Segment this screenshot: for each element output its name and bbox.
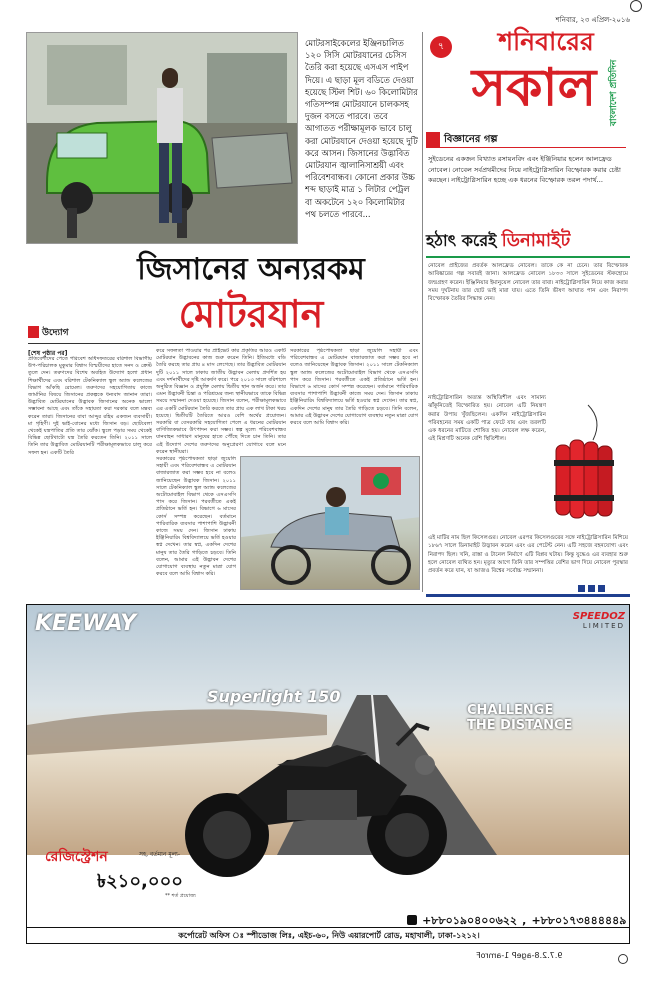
side-story-intro: সুইডেনের একজন বিখ্যাত রসায়নবিদ এবং ইঞ্জিনিয়ার হলেন আলফ্রেড নোবেল। নোবেল সর্বপ্রথমীদের নিয়ে নাইট্রোগ্লিসারিন বিস্ফোরক করার চেষ্টা করছেন। নাইট্রোগ্লিসারিন হচ্ছে এক ধরনের বিস্ফোরক তরল পদার্থ... [428,155,621,185]
dynamite-illustration [548,400,628,530]
page-number: ৭ [437,41,445,52]
ad-brand-keeway: KEEWAY [35,611,137,636]
keeway-advertisement[interactable] [26,604,630,944]
headline-rule [28,343,420,344]
article-photo-car [26,32,298,244]
registration-mark-icon-top [630,0,642,12]
ad-partner-sub: LIMITED [582,622,625,630]
ad-slogan [467,703,607,733]
car-photo-illustration [27,33,298,244]
side-story-headline [426,226,636,260]
ad-slogan-line2: THE DISTANCE [467,718,573,733]
footer-forma: 9.7.2.8-ageP 1-amroF [476,951,563,960]
ad-model-name: Superlight 150 [207,687,341,706]
rider-photo-illustration [241,457,420,590]
ad-price: ৳২১০,০০০ [97,871,184,892]
supplement-name: শনিবারের [498,27,594,56]
ad-partner-name: SPEEDOZ [572,611,625,622]
ad-phone-2[interactable]: +৮৮০১৭৩৪৪৪৪৪৯ [531,914,627,927]
article-section-tag [28,325,86,339]
article-col-2-continued [156,456,236,590]
article-col-2: করে সফলতা পাওয়ার পর প্রাইভেট কার প্রকৃতির আরও একটি মোটরযান উদ্ভাবনের কাজ শুরু করেন তিনি। ইতিমধ্যে বডি তৈরি করছে তার প্রায় ৪ মাস লেগেছে। তার উদ্ভাবিত মোটরযান দুটি ২০১১ সালে ঢাকায় জাতীয় উদ্ভাবন মেলায় প্রদর্শিত হয় এবং দর্শনার্থীদের দৃষ্টি আকর্ষণ করে। পরে ২০১৩ সালে বরিশালে অনুষ্ঠিত বিজ্ঞান ও প্রযুক্তি মেলায় দ্বিতীয় স্থান অর্জন করে। তার এমন উদ্ভাবনী চিন্তা ও পরিশ্রমের জন্য স্থানীয়ভাবে তাকে বিভিন্ন সময়ে সম্মাননা দেওয়া হয়েছে। জিসান বলেন, পরীক্ষামূলকভাবে এর একটি মোটরযান তৈরি করতে তার প্রায় এক লাখ টাকা খরচ হয়েছে। দ্বিতীয়টি তৈরিতে আরও বেশি অর্থের প্রয়োজন। সরকারি বা বেসরকারি সহযোগিতা পেলে এ ধরনের মোটরযান বাণিজ্যিকভাবে উৎপাদন করা সম্ভব। স্বল্প মূল্যে পরিবেশবান্ধব যানবাহন সাধারণ মানুষের হাতে পৌঁছে দিতে চান তিনি। তার এই উদ্যোগ দেশের তরুণদের অনুপ্রেরণা যোগাবে বলে মনে করেন স্থানীয়রা। [156,348,286,454]
side-headline-part2: ডিনামাইট [501,230,571,251]
ad-address: কর্পোরেট অফিস ঃ স্পীডোজ লিঃ, এইচ-৬০, নিউ এয়ারপোর্ট রোড, মহাখালী, ঢাকা-১২১২। [27,927,630,943]
ad-terms: ** শর্ত প্রযোজ্য [165,893,196,899]
science-section-tag [426,132,626,148]
masthead-date: শনিবার, ২৩ এপ্রিল-২০১৬ [555,16,630,24]
side-story-bottom-rule [426,594,630,597]
science-tag-badge [426,132,440,147]
article-byline: [শেষ পৃষ্ঠার পর] [28,350,68,357]
ad-price-label: সহ, বর্তমান মূল্য- [139,851,181,858]
ad-slogan-line1: CHALLENGE [467,703,554,718]
article-tag-label: উদ্যোগ [42,328,69,338]
science-tag-label: বিজ্ঞানের গল্প [444,134,498,145]
dynamite-icon [548,400,628,530]
article-col-1: প্রতিবেশীদের পেতে পরিবেশ অধিদফতরের বরিশাল বিভাগীয় উপ-পরিচালক মুকুমার বিশ্বাস বিস্ময়ীদের হাতে সনদ ও ক্রেস্ট তুলে দেন। তরুণদের বিশেষ অবহিত উদ্যোগ হলো প্রধান শিক্ষার্থীদের এবং বরিশাল টেকনিক্যাল স্কুল অ্যান্ড কলেজের বিভাগ আঁকছি রোমেল। তরুণদের সহযোগিতায় কাজে জার্মানির বিষয়ে জিসানের প্রকল্পকে ধন্যবাদ জানান তারা। উদ্ভাবিত মোটরযানের উদ্ভাবক জিসানের অনেক ভালো সম্ভাবনা আছে এবং তাঁকে সহায়তা করা দরকার বলে মন্তব্য করেন তারা। জিসানের বাবা আব্দুর রহিম একজন ব্যবসায়ী। মা গৃহিণী। দুই ভাই-বোনের মধ্যে জিসান বড়। ছোটবেলা থেকেই যন্ত্রপাতির প্রতি তার ঝোঁক। স্কুলে পড়ার সময় থেকেই বিভিন্ন ছোটখাটো যন্ত্র তৈরি করতেন তিনি। ২০১১ সালে তিনি তার উদ্ভাবিত মোটরযানটি পরীক্ষামূলকভাবে চালু করে সফল হন। একটি তৈরি [28,356,152,456]
article-photo-rider [240,456,420,590]
ad-partner-logo [535,611,625,641]
paper-name: সকাল [471,58,597,118]
side-headline-part1: হঠাৎ করেই [426,231,497,250]
phone-icon [407,915,417,925]
main-headline-line1: জিসানের অন্যরকম [137,252,365,287]
article-tag-badge [28,326,39,338]
article-col-3: সরকারের পৃষ্ঠপোষকতা ছাড়া জুয়েলি সহায়ী এবং পরিবেশবান্ধব এ মোটরযান বাজারজাত করা সম্ভব হবে না বলেও জানিয়েছেন উদ্ভাবক জিসান। ২০১১ সালে টেকনিক্যাল স্কুল অ্যান্ড কলেজের অটোমোবাইল বিভাগ থেকে এসএসসি পাস করে জিসান। পরবর্তীতে একই প্রতিষ্ঠানে ভর্তি হন। বিভাগে ৬ মাসের কোর্স সম্পন্ন করেছেন। বর্তমানে পারিবারিক ব্যবসার পাশাপাশি উদ্ভাবনী কাজে সময় দেন। জিসান ঢাকায় ইঞ্জিনিয়ারিং বিশ্ববিদ্যালয়ে ভর্তি হওয়ার স্বপ্ন দেখেন। তার স্বপ্ন, একদিন দেশের মানুষ তার তৈরি গাড়িতে চড়বে। তিনি বলেন, আমার এই উদ্ভাবন দেশের যোগাযোগ ব্যবস্থায় নতুন মাত্রা যোগ করবে বলে আমি বিশ্বাস করি। [290,348,418,427]
masthead [426,14,630,134]
ad-phone-separator: , [522,914,527,927]
side-story-body-bottom: এই মাটির নাম ছিল কিসেলগুর। নোবেল এরপর কিসেলগুরের সঙ্গে নাইট্রোগ্লিসারিন মিশিয়ে ১৮৬৭ সালে ডিনামাইট উদ্ভাবন করেন এবং এর পেটেন্ট নেন। এটি সহজে বহনযোগ্য এবং নিরাপদ ছিল। খনি, রাস্তা ও টানেল নির্মাণে এটি বিপ্লব ঘটায়। কিন্তু যুদ্ধেও এর ব্যবহার শুরু হলে নোবেল ব্যথিত হন। মৃত্যুর আগে তিনি তার সম্পত্তির বেশির ভাগ দিয়ে নোবেল পুরস্কার প্রবর্তন করে যান, যা আজও বিশ্বের সর্বোচ্চ সম্মাননা। [428,535,628,575]
registration-mark-icon [618,954,628,964]
article-col-2-tail: সরকারের পৃষ্ঠপোষকতা ছাড়া জুয়েলি সহায়ী এবং পরিবেশবান্ধব এ মোটরযান বাজারজাত করা সম্ভব হবে না বলেও জানিয়েছেন উদ্ভাবক জিসান। ২০১১ সালে টেকনিক্যাল স্কুল অ্যান্ড কলেজের অটোমোবাইল বিভাগ থেকে এসএসসি পাস করে জিসান। পরবর্তীতে একই প্রতিষ্ঠানে ভর্তি হন। বিভাগে ৬ মাসের কোর্স সম্পন্ন করেছেন। বর্তমানে পারিবারিক ব্যবসার পাশাপাশি উদ্ভাবনী কাজে সময় দেন। জিসান ঢাকায় ইঞ্জিনিয়ারিং বিশ্ববিদ্যালয়ে ভর্তি হওয়ার স্বপ্ন দেখেন। তার স্বপ্ন, একদিন দেশের মানুষ তার তৈরি গাড়িতে চড়বে। তিনি বলেন, আমার এই উদ্ভাবন দেশের যোগাযোগ ব্যবস্থায় নতুন মাত্রা যোগ করবে বলে আমি বিশ্বাস করি। [156,456,236,578]
column-divider [422,32,423,592]
side-story-body-left: নাইট্রোগ্লিসারিন অত্যন্ত অস্থিতিশীল এবং সামান্য ঝাঁকুনিতেই বিস্ফোরিত হয়। নোবেল এটি নিয়ন্ত্রণ করার উপায় খুঁজছিলেন। একদিন নাইট্রোগ্লিসারিন পরিবহনের সময় একটি পাত্র ফেটে যায় এবং তরলটি এক ধরনের মাটিতে শোষিত হয়। নোবেল লক্ষ করেন, এই মিশ্রণটি অনেক বেশি স্থিতিশীল। [428,395,546,443]
top-story-text: মোটরসাইকেলের ইঞ্জিনচালিত ১২০ সিসি মোটরযানের চেসিস তৈরি করা হয়েছে এসএস পাইপ দিয়ে। এ ছাড়া মূল বডিতে দেওয়া হয়েছে স্টিল শিট। ৬০ কিলোমিটার গতিসম্পন্ন মোটরযানে চালকসহ দুজন বসতে পারবে। তবে আগাতত পরীক্ষামূলক ভাবে চালু করা মোটরযানে দেওয়া হয়েছে দুটি করে আসন। জিসানের উদ্ভাবিত মোটরযান জ্বালানিসাশ্রয়ী এবং পরিবেশবান্ধব। কোনো প্রকার উচ্চ শব্দ ছাড়াই মাত্র ১ লিটার পেট্রল বা অকটেনে ১২০ কিলোমিটার পথ চলতে পারবে... [305,38,418,219]
ad-phone-1[interactable]: +৮৮০১৯০৪০০৬২২ [422,914,518,927]
side-story-body-top: নোবেল প্রাইজের প্রবর্তক আলফ্রেড নোবেল। তাকে কে না চেনে। তার বিস্ফোরক আবিষ্কারের গল্প সবারই জানা। আলফ্রেড নোবেল ১৮৩৩ সালে সুইডেনের স্টকহোমে জন্মগ্রহণ করেন। ইঞ্জিনিয়ার ইমানুয়েল নোবেল তার বাবা। নাইট্রোগ্লিসারিন নিয়ে কাজ করার সময় দুর্ঘটনায় তার ছোট ভাই মারা যায়। এতে তিনি ভীষণ আঘাত পান এবং নিরাপদ বিস্ফোরক তৈরির সিদ্ধান্ত নেন। [428,263,628,303]
page-number-badge [430,36,452,58]
main-headline-line2: মোটরযান [178,292,324,336]
ad-registration-label: রেজিস্ট্রেশন [45,849,108,865]
side-headline-underline [426,256,630,258]
ad-price-block [37,845,217,907]
publisher-name: বাংলাদেশ প্রতিদিন [609,59,619,126]
ad-phone-block [407,909,630,929]
